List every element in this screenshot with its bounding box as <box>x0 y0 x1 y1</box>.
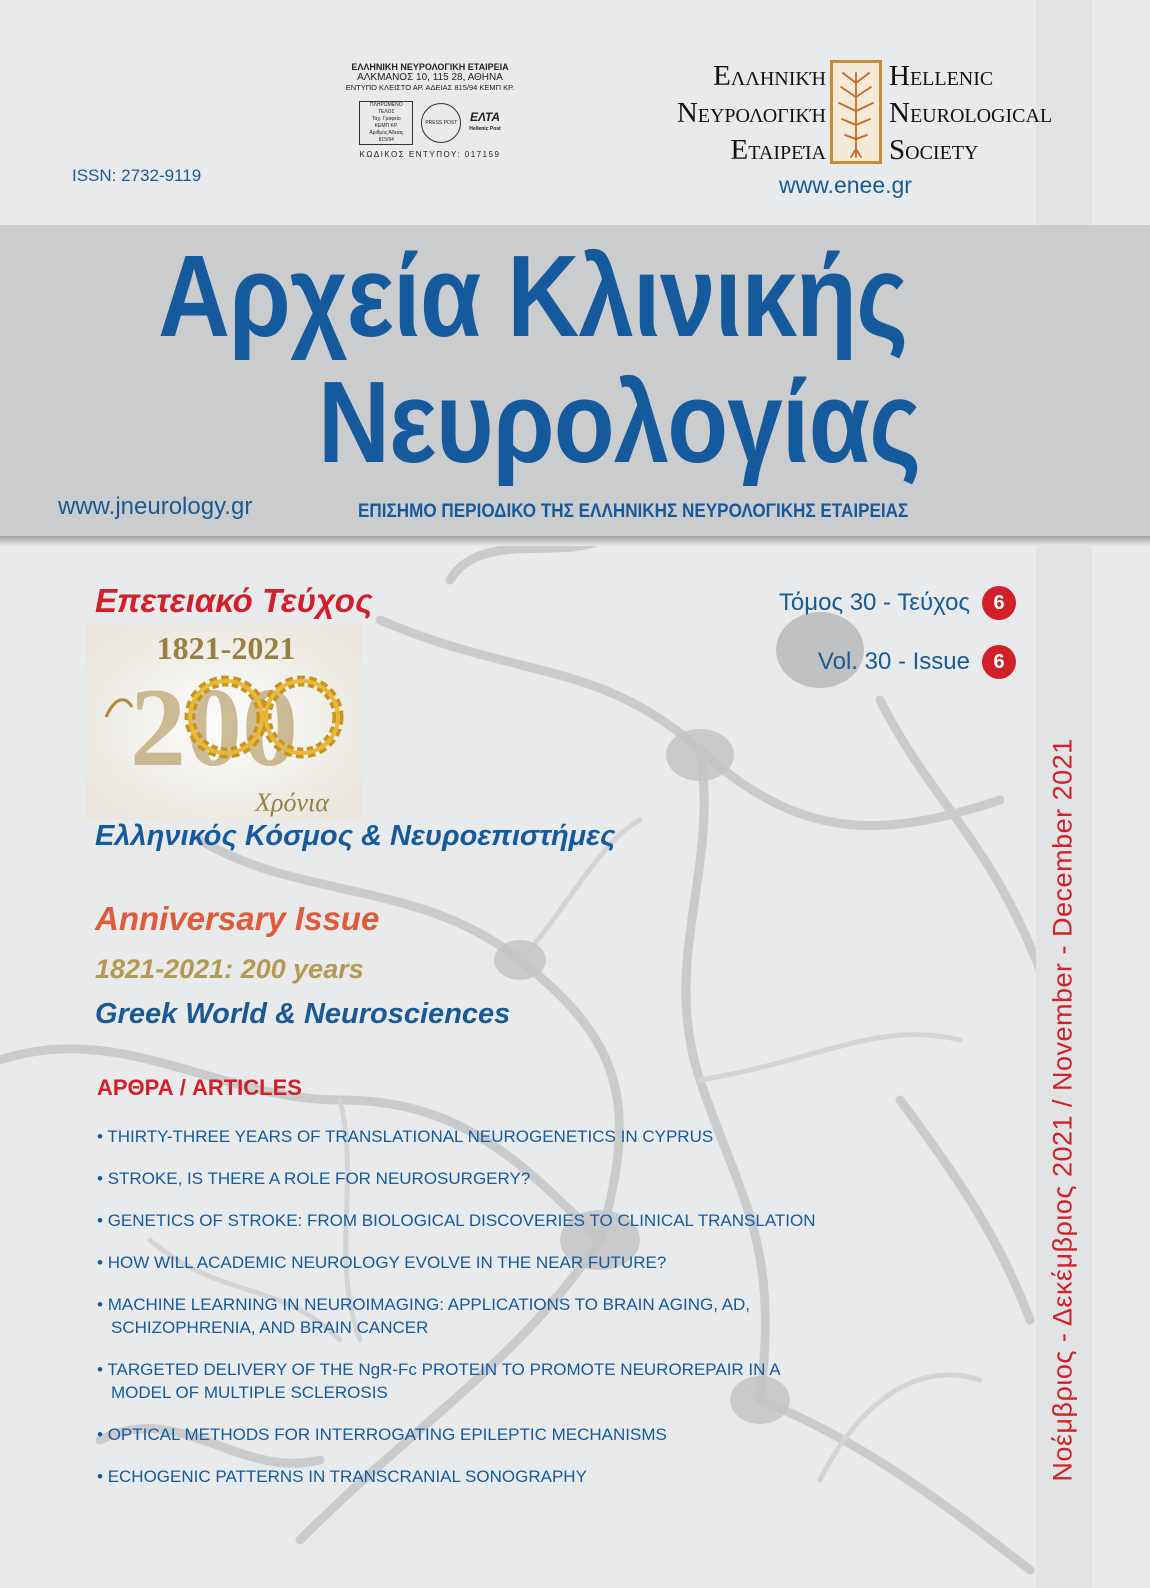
issue-number-badge: 6 <box>982 586 1016 620</box>
anniversary-heading-gr: Επετειακό Τεύχος <box>95 582 373 619</box>
article-item[interactable]: • HOW WILL ACADEMIC NEUROLOGY EVOLVE IN THE NEAR FUTURE? <box>97 1251 997 1274</box>
volume-issue-en <box>818 645 1016 679</box>
article-item[interactable]: • ECHOGENIC PATTERNS IN TRANSCRANIAL SONOGRAPHY <box>97 1465 997 1488</box>
anniversary-subtitle-en: Greek World & Neurosciences <box>95 998 511 1030</box>
postal-code: ΚΩΔΙΚΟΣ ΕΝΤΥΠΟΥ: 017159 <box>359 150 501 159</box>
journal-website-link[interactable]: www.jneurology.gr <box>58 493 253 520</box>
article-item[interactable]: • THIRTY-THREE YEARS OF TRANSLATIONAL NEUROGENETICS IN CYPRUS <box>97 1125 997 1148</box>
article-item[interactable]: • GENETICS OF STROKE: FROM BIOLOGICAL DISCOVERIES TO CLINICAL TRANSLATION <box>97 1209 997 1232</box>
journal-title-line-2: Νευρολογίας <box>318 357 921 487</box>
articles-list <box>97 1125 997 1507</box>
anniversary-years-en: 1821-2021: 200 years <box>95 954 364 984</box>
postal-line-1: ΕΛΛΗΝΙΚΗ ΝΕΥΡΟΛΟΓΙΚΗ ΕΤΑΙΡΕΙΑ <box>351 62 509 72</box>
society-name-gr-3: Εταιρεία <box>730 134 826 166</box>
title-band-shadow <box>0 536 1150 546</box>
journal-title-line-1: Αρχεία Κλινικής <box>158 231 908 361</box>
society-name-en-3: Society <box>889 134 979 166</box>
logo-number-text: 200 <box>130 666 298 790</box>
postal-line-3: ΕΝΤΥΠΟ ΚΛΕΙΣΤΟ ΑΡ. ΑΔΕΙΑΣ 815/94 ΚΕΜΠ ΚΡ. <box>345 83 515 92</box>
article-item[interactable]: • OPTICAL METHODS FOR INTERROGATING EPILEPTIC MECHANISMS <box>97 1423 997 1446</box>
logo-years-text: 1821-2021 <box>156 630 296 666</box>
society-name-gr-1: Ελληνική <box>713 60 826 92</box>
anniversary-heading-en: Anniversary Issue <box>95 900 380 937</box>
anniversary-200-logo <box>86 625 362 820</box>
postal-permit-block <box>335 62 525 159</box>
society-name-en-1: Hellenic <box>889 60 994 92</box>
press-post-stamp-icon: PRESS POST <box>421 103 461 143</box>
society-name-en-2: Neurological <box>889 97 1053 129</box>
article-item[interactable]: • MACHINE LEARNING IN NEUROIMAGING: APPLICATIONS TO BRAIN AGING, AD, SCHIZOPHRENIA, AND BRAIN CANCER <box>97 1293 811 1339</box>
paid-fee-stamp: ΠΛΗΡΩΜΕΝΟ ΤΕΛΟΣ Ταχ. Γραφείο ΚΕΜΠ ΚΡ. Αριθμός Άδειας 815/94 <box>359 101 413 145</box>
volume-label-en: Vol. 30 - Issue <box>817 648 970 675</box>
society-name-gr-2: Νευρολογική <box>676 97 826 129</box>
journal-subtitle: ΕΠΙΣΗΜΟ ΠΕΡΙΟΔΙΚΟ ΤΗΣ ΕΛΛΗΝΙΚΗΣ ΝΕΥΡΟΛΟΓΙΚΗΣ ΕΤΑΙΡΕΙΑΣ <box>358 501 909 522</box>
elta-logo: ΕΛΤΑ Hellenic Post <box>469 110 501 132</box>
plant-emblem-icon <box>830 60 882 164</box>
article-item[interactable]: • TARGETED DELIVERY OF THE NgR-Fc PROTEIN TO PROMOTE NEUROREPAIR IN A MODEL OF MULTIPLE SCLEROSIS <box>97 1358 791 1404</box>
postal-line-2: ΑΛΚΜΑΝΟΣ 10, 115 28, ΑΘΗΝΑ <box>357 72 503 83</box>
logo-word-text: Χρόνια <box>255 788 329 817</box>
articles-heading: ΑΡΘΡΑ / ARTICLES <box>97 1075 302 1100</box>
volume-issue-gr <box>779 586 1016 620</box>
issn-label: ISSN: 2732-9119 <box>72 166 202 185</box>
society-logo <box>646 58 1086 173</box>
article-item[interactable]: • STROKE, IS THERE A ROLE FOR NEUROSURGERY? <box>97 1167 997 1190</box>
volume-label-gr: Τόμος 30 - Τεύχος <box>778 589 970 616</box>
anniversary-subtitle-gr: Ελληνικός Κόσμος & Νευροεπιστήμες <box>95 820 616 852</box>
society-website-link[interactable]: www.enee.gr <box>779 172 912 198</box>
issue-date-vertical: Νοέμβριος - Δεκέμβριος 2021 / November - December 2021 <box>1047 738 1078 1482</box>
issue-number-badge: 6 <box>982 645 1016 679</box>
